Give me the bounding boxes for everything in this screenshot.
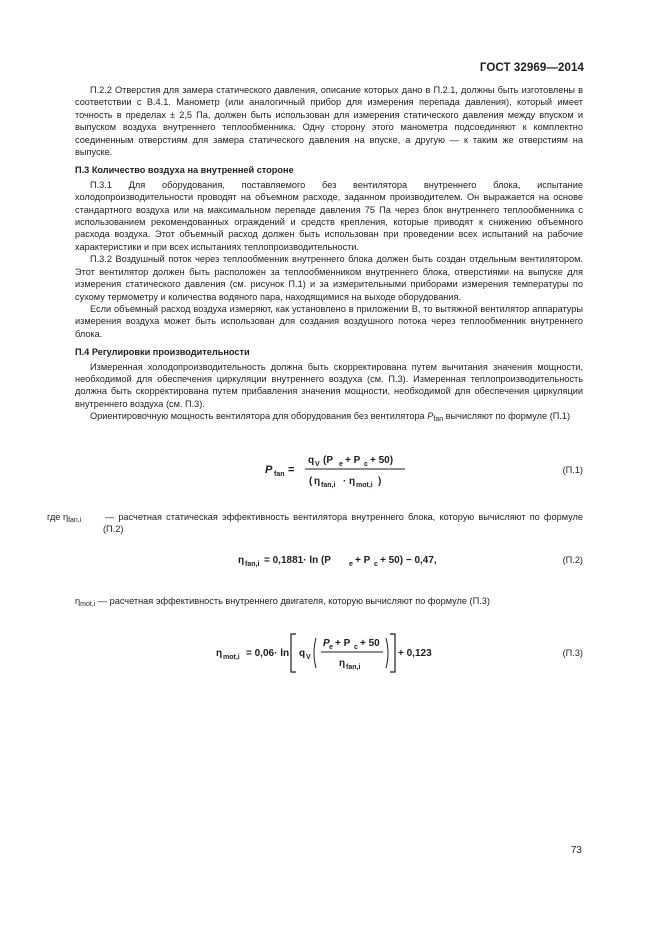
f1-den-eta1: η xyxy=(314,475,321,487)
f3-left-bracket xyxy=(291,634,296,672)
svg-text:): ) xyxy=(378,475,382,487)
f1-num-c-sub: c xyxy=(364,460,368,468)
svg-text:P xyxy=(265,464,273,476)
f3-q-sub: V xyxy=(306,653,311,661)
svg-text:(P xyxy=(323,455,333,466)
f1-den-eta1-sub: fan,i xyxy=(321,481,336,489)
formula-p3 xyxy=(75,626,583,678)
formula-p2-row xyxy=(75,543,583,573)
where-1-sub: fan,i xyxy=(68,516,82,524)
paragraph-p4-2-text: Ориентировочную мощность вентилятора для оборудования без вентилятора xyxy=(90,411,425,422)
f3-num-plus: + P xyxy=(335,637,351,649)
heading-p3: П.3 Количество воздуха на внутренней стороне xyxy=(75,165,294,176)
f1-num-q: q xyxy=(308,454,315,466)
where-1-text: — расчетная статическая эффективность вентилятора внутреннего блока, которую вычисляют по формуле (П.2) xyxy=(103,511,583,534)
f2-lhs-sub: fan,i xyxy=(245,561,260,569)
formula-p1 xyxy=(75,439,583,495)
svg-text:(: ( xyxy=(309,475,313,487)
where-1 xyxy=(47,511,583,536)
f3-num-e: e xyxy=(329,643,333,651)
f3-num: P xyxy=(323,637,330,649)
f3-num-c: c xyxy=(354,643,358,651)
paragraph-p3-1: П.3.1 Для оборудования, поставляемого без вентилятора внутреннего блока, испытание холодопроизводительности проводят на объемном расходе, заданном производителем. Он выражается на основе стандартного воздуха или на максимальном перепаде давления 75 Па через блок внутреннего теплообменника с использованием рекомендованных ограждений и средств крепления, которые приводят к снижению объемного расхода воздуха. Этот объемный расход должен быть использован при проведении всех испытаний на рабочие характеристики и при всех испытаниях теплопроизводительности. xyxy=(75,179,583,252)
where-2-sym: η xyxy=(75,596,81,607)
f1-lhs: P xyxy=(265,463,273,476)
f1-num-rest: (P xyxy=(323,454,333,466)
f2-body: = 0,1881· ln (P xyxy=(264,555,331,567)
f3-number: (П.3) xyxy=(562,647,583,658)
f2-e-sub: e xyxy=(349,561,353,569)
f3-pre: = 0,06· ln xyxy=(246,647,290,659)
f3-right-bracket xyxy=(390,634,395,672)
where-2 xyxy=(75,595,583,611)
f1-den-eta2: η xyxy=(349,475,356,487)
f3-den: η xyxy=(339,657,346,669)
paragraph-p3-2: П.3.2 Воздушный поток через теплообменник внутреннего блока должен быть создан отдельным вентилятором. Этот вентилятор должен быть расположен за теплообменником внутреннего блока, отверстиями на выпуске для измерения статического давления (см. рисунок П.1) и за измерительными приборами измерения температуры по сухому термометру и количества водяного пара, находящимися на выходе оборудования. xyxy=(75,254,583,302)
f3-right-paren xyxy=(386,638,388,668)
paragraph-p2-2: П.2.2 Отверстия для замера статического давления, описание которых дано в П.2.1, должны быть изготовлены в соответствии с В.4.1. Манометр (или аналогичный прибор для измерения перепада давления), который имеет точность в пределах ± 2,5 Па, должен быть использован для измерения статического давления между впуском и выпуском воздуха внутреннего теплообменника. Одну сторону этого манометра подсоединяют к комплектно соединенным отверстиям для замера статического давления на впуске, а другую — к таким же отверстиям на выпуске. xyxy=(75,85,583,158)
f1-lhs-sub: fan xyxy=(274,470,285,478)
f1-number: (П.1) xyxy=(562,464,583,475)
svg-text:=: = xyxy=(288,463,295,476)
paragraph-p4-2 xyxy=(75,410,583,426)
f3-lhs-sub: mot,i xyxy=(223,653,240,661)
f1-den-dot: · xyxy=(343,475,347,487)
page-body xyxy=(47,84,583,678)
where-2-text: — расчетная эффективность внутреннего двигателя, которую вычисляют по формуле (П.3) xyxy=(97,596,490,607)
f1-num-end: + 50) xyxy=(370,454,394,466)
heading-p4: П.4 Регулировки производительности xyxy=(75,347,250,358)
paragraph-p3-3: Если объемный расход воздуха измеряют, как установлено в приложении В, то вытяжной вентилятор аппаратуры измерения воздуха может быть использован для создания воздушного потока через теплообменник внутреннего блока. xyxy=(75,303,583,339)
paragraph-p4-1: Измеренная холодопроизводительность должна быть скорректирована путем вычитания значения мощности, необходимой для обеспечения циркуляции внутреннего воздуха (см. П.3). Измеренная теплопроизводительность должна быть скорректирована путем прибавления значения мощности, необходимой для обеспечения циркуляции внутреннего воздуха (см. П.3). xyxy=(75,361,583,409)
f3-q: q xyxy=(299,647,306,659)
symbol-p-sub: fan xyxy=(433,416,444,424)
paragraph-p4-2-tail: вычисляют по формуле (П.1) xyxy=(445,411,571,422)
where-1-prefix: где $\eta_{fan,i}$ xyxy=(47,511,82,524)
formula-p2 xyxy=(75,543,583,573)
symbol-p: P xyxy=(427,411,434,422)
f1-num-plus: + P xyxy=(345,454,361,466)
page-number: 73 xyxy=(570,845,582,856)
f1-num-q-sub: V xyxy=(315,460,320,468)
f2-tail: + 50) − 0,47, xyxy=(380,555,437,567)
f3-num-end: + 50 xyxy=(360,637,380,649)
where-2-sub: mot,i xyxy=(80,601,96,609)
formula-p1-row xyxy=(75,439,583,495)
f3-tail: + 0,123 xyxy=(398,647,432,659)
f2-c-sub: c xyxy=(374,561,378,569)
f3-den-sub: fan,i xyxy=(346,663,361,671)
f3-left-paren xyxy=(314,638,316,668)
f1-den-eta2-sub: mot,i xyxy=(356,481,373,489)
f2-lhs: η xyxy=(238,555,245,567)
f1-num-e-sub: e xyxy=(339,460,343,468)
formula-p3-row xyxy=(75,626,583,678)
standard-title: ГОСТ 32969—2014 xyxy=(479,62,584,74)
f2-number: (П.2) xyxy=(562,555,583,566)
f3-lhs: η xyxy=(216,647,223,659)
f2-plus: + P xyxy=(355,555,371,567)
where-1-sym: η xyxy=(62,511,69,522)
